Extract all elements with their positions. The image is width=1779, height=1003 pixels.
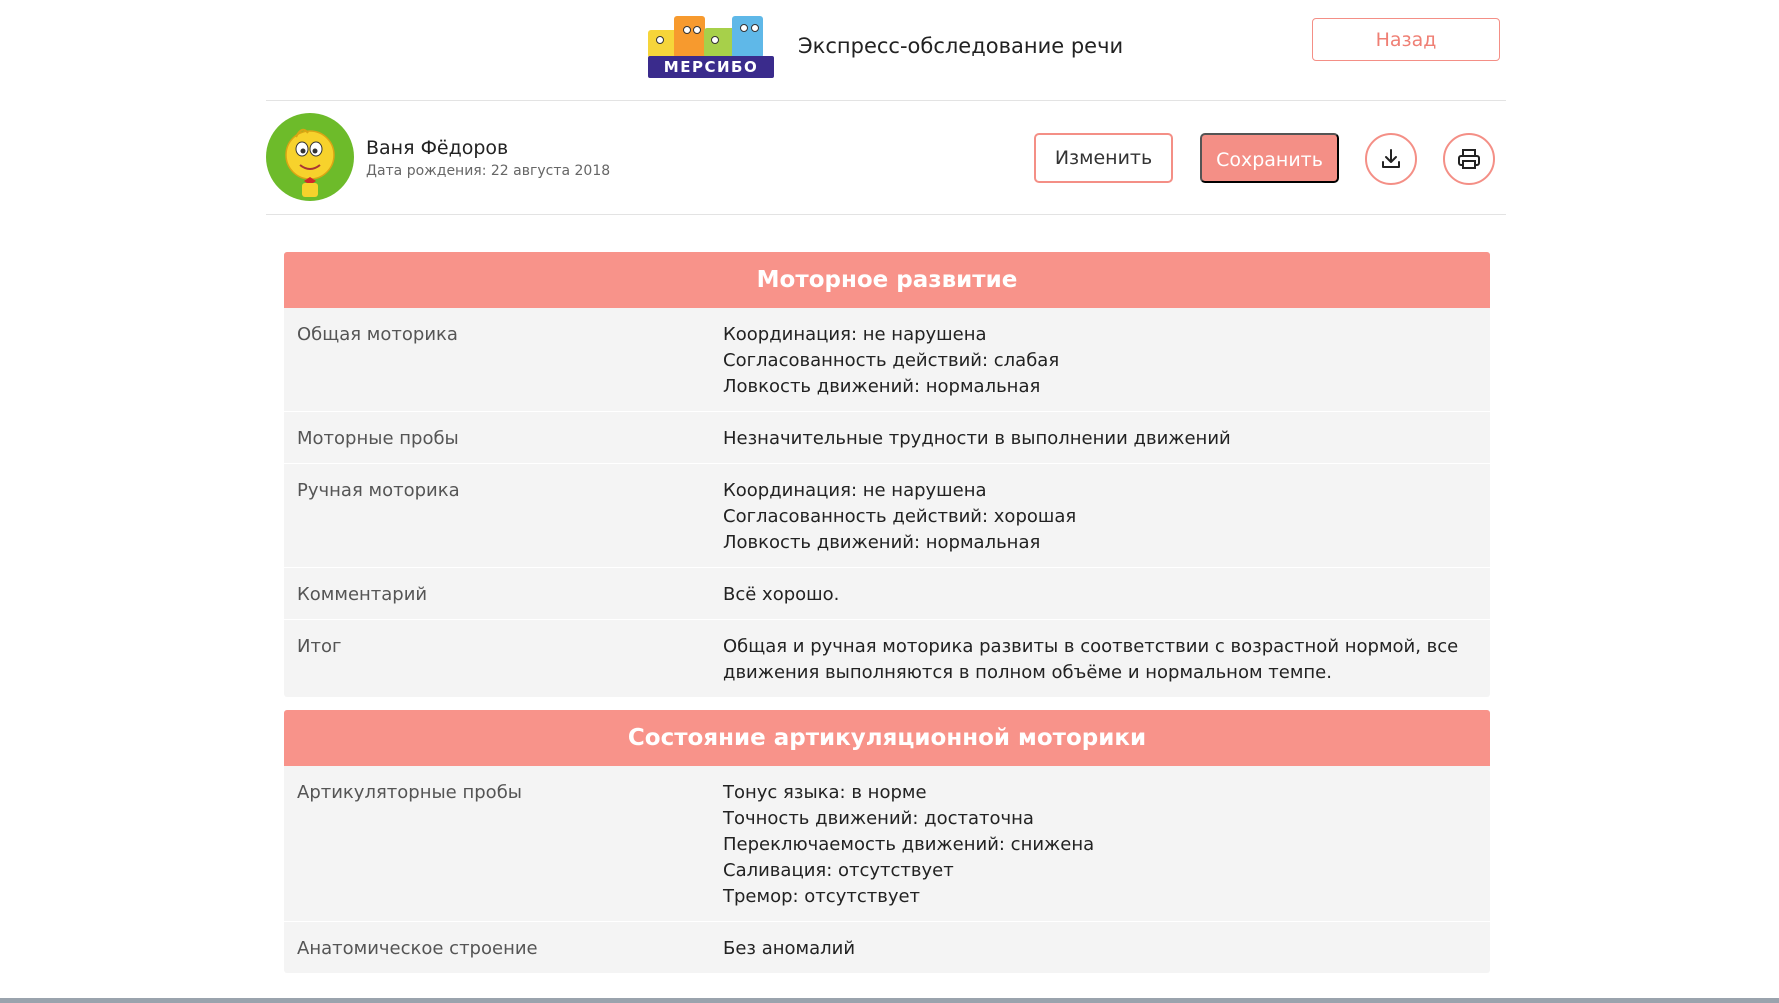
download-button[interactable] bbox=[1365, 133, 1417, 185]
result-row bbox=[284, 620, 1490, 697]
edit-button[interactable]: Изменить bbox=[1034, 133, 1173, 183]
os-taskbar bbox=[0, 998, 1779, 1003]
mersibo-logo[interactable] bbox=[648, 16, 774, 78]
section-title: Состояние артикуляционной моторики bbox=[284, 710, 1490, 766]
logo-block-orange bbox=[674, 16, 705, 58]
result-line: Ловкость движений: нормальная bbox=[723, 532, 1041, 553]
result-row bbox=[284, 412, 1490, 464]
save-button[interactable]: Сохранить bbox=[1200, 133, 1339, 183]
result-row-label: Общая моторика bbox=[297, 324, 458, 345]
exam-results bbox=[284, 252, 1490, 986]
result-row bbox=[284, 922, 1490, 973]
result-row-value bbox=[723, 478, 1477, 556]
back-button[interactable]: Назад bbox=[1312, 18, 1500, 61]
result-line: Всё хорошо. bbox=[723, 584, 840, 605]
app-header bbox=[266, 0, 1506, 101]
printer-icon bbox=[1456, 147, 1482, 171]
logo-eye-icon bbox=[711, 36, 719, 44]
print-button[interactable] bbox=[1443, 133, 1495, 185]
result-row-label: Итог bbox=[297, 636, 342, 657]
result-row-label: Анатомическое строение bbox=[297, 938, 538, 959]
result-row-label: Артикуляторные пробы bbox=[297, 782, 522, 803]
result-line: Переключаемость движений: снижена bbox=[723, 834, 1095, 855]
child-avatar[interactable] bbox=[266, 113, 354, 201]
result-row-value bbox=[723, 322, 1477, 400]
result-row bbox=[284, 568, 1490, 620]
logo-block-green bbox=[704, 28, 735, 58]
result-line: Точность движений: достаточна bbox=[723, 808, 1034, 829]
result-row bbox=[284, 766, 1490, 922]
result-row-value bbox=[723, 582, 1477, 608]
result-line: Без аномалий bbox=[723, 938, 856, 959]
result-row-value bbox=[723, 936, 1477, 962]
logo-eye-icon bbox=[683, 26, 691, 34]
result-line: Тонус языка: в норме bbox=[723, 782, 927, 803]
result-line: Координация: не нарушена bbox=[723, 324, 987, 345]
result-line: Саливация: отсутствует bbox=[723, 860, 954, 881]
result-line: Тремор: отсутствует bbox=[723, 886, 921, 907]
result-row bbox=[284, 464, 1490, 568]
result-row-value bbox=[723, 634, 1477, 686]
child-name: Ваня Фёдоров bbox=[366, 137, 509, 159]
child-birth-date: Дата рождения: 22 августа 2018 bbox=[366, 163, 611, 179]
result-row-label: Комментарий bbox=[297, 584, 428, 605]
result-line: Координация: не нарушена bbox=[723, 480, 987, 501]
result-line: Незначительные трудности в выполнении движений bbox=[723, 428, 1231, 449]
logo-wordmark: МЕРСИБО bbox=[648, 56, 774, 78]
result-row-label: Ручная моторика bbox=[297, 480, 460, 501]
app-title: Экспресс-обследование речи bbox=[798, 34, 1124, 58]
logo-block-blue bbox=[732, 16, 763, 58]
result-row-value bbox=[723, 426, 1477, 452]
result-line: Согласованность действий: слабая bbox=[723, 350, 1060, 371]
result-section bbox=[284, 252, 1490, 697]
download-icon bbox=[1379, 147, 1403, 171]
child-profile-bar bbox=[266, 101, 1506, 215]
result-row-label: Моторные пробы bbox=[297, 428, 459, 449]
result-section bbox=[284, 710, 1490, 973]
logo-eye-icon bbox=[751, 24, 759, 32]
result-row-value bbox=[723, 780, 1477, 910]
logo-eye-icon bbox=[656, 36, 664, 44]
logo-eye-icon bbox=[740, 24, 748, 32]
result-line: Ловкость движений: нормальная bbox=[723, 376, 1041, 397]
section-title: Моторное развитие bbox=[284, 252, 1490, 308]
cartoon-character-icon bbox=[266, 113, 354, 201]
result-line: Согласованность действий: хорошая bbox=[723, 506, 1077, 527]
result-row bbox=[284, 308, 1490, 412]
logo-eye-icon bbox=[693, 26, 701, 34]
result-line: Общая и ручная моторика развиты в соответствии с возрастной нормой, все движения выполняются в полном объёме и нормальном темпе. bbox=[723, 636, 1459, 683]
